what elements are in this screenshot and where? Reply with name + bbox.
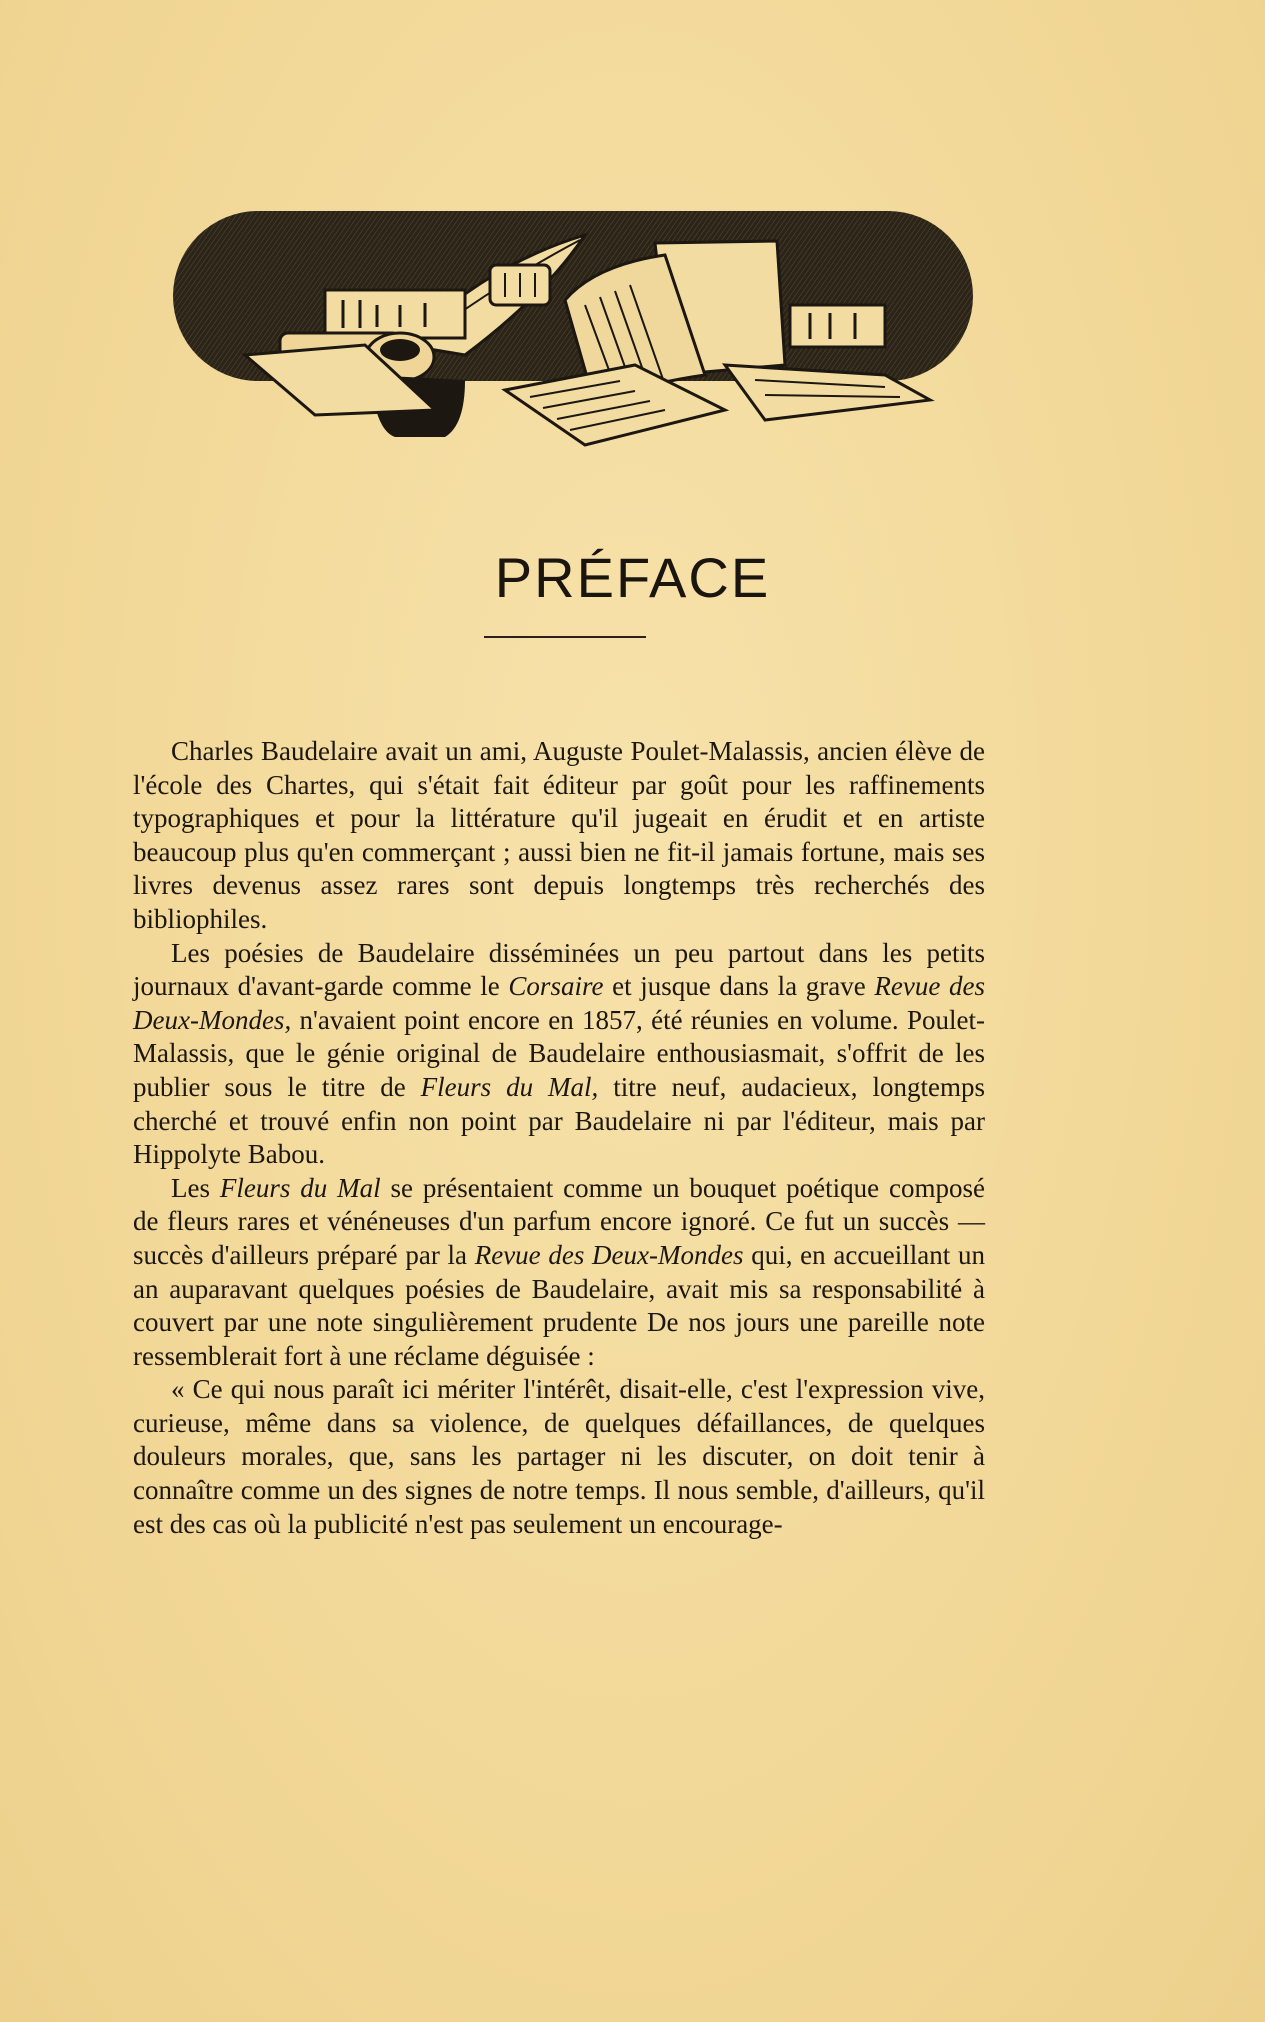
paragraph [133, 735, 985, 937]
text-run: et jusque dans la grave [603, 971, 875, 1002]
text-run: Charles Baudelaire avait un ami, Auguste Poulet-Malassis, ancien élève de l'école des Chartes, qui s'était fait éditeur par goût pour les raffinements typographiques et pour la littérature qu'il jugeait en érudit et en artiste beaucoup plus qu'en commerçant ; aussi bien ne fit-il jamais fortune, mais ses livres devenus assez rares sont depuis longtemps très recherchés des bibliophiles. [133, 736, 985, 934]
italic-title: Revue des Deux-Mondes, [133, 971, 986, 1035]
text-run: Les poésies de Baudelaire disséminées un peu partout dans les petits journaux d'avant-garde comme le [133, 937, 985, 1002]
paragraph [133, 937, 985, 1172]
italic-title: Corsaire [508, 971, 604, 1002]
text-run: qui, en accueillant un an auparavant quelques poésies de Baudelaire, avait mis sa responsabilité à couvert par une note singulièrement prudente De nos jours une pareille note ressemblerait fort à une réclame déguisée : [133, 1239, 985, 1371]
text-run: Les [171, 1172, 220, 1203]
page-title: PRÉFACE [494, 546, 771, 609]
text-run: « Ce qui nous paraît ici mériter l'intérêt, disait-elle, c'est l'expression vive, curieuse, même dans sa violence, de quelques défaillances, de quelques douleurs morales, que, sans les partager ni les discuter, on doit tenir à connaître comme un des signes de notre temps. Il nous semble, d'ailleurs, qu'il est des cas où la publicité n'est pas seulement un encourage- [133, 1374, 985, 1539]
italic-title: Fleurs du Mal [219, 1172, 381, 1203]
italic-title: Revue des Deux-Mondes [474, 1239, 744, 1270]
preface-body [133, 735, 985, 1541]
title-divider [484, 636, 646, 638]
paragraph [133, 1373, 985, 1541]
text-run: n'avaient point encore en 1857, été réunies en volume. Poulet-Malassis, que le génie original de Baudelaire enthousiasmait, s'offrit de les publier sous le titre de [133, 1004, 985, 1102]
italic-title: Fleurs du Mal, [420, 1071, 599, 1102]
books-and-quill-engraving [165, 205, 980, 470]
text-run: se présentaient comme un bouquet poétique composé de fleurs rares et vénéneuses d'un parfum encore ignoré. Ce fut un succès — succès d'ailleurs préparé par la [133, 1172, 985, 1270]
paragraph [133, 1172, 985, 1374]
text-run: titre neuf, audacieux, longtemps cherché et trouvé enfin non point par Baudelaire ni par l'éditeur, mais par Hippolyte Babou. [133, 1071, 985, 1170]
